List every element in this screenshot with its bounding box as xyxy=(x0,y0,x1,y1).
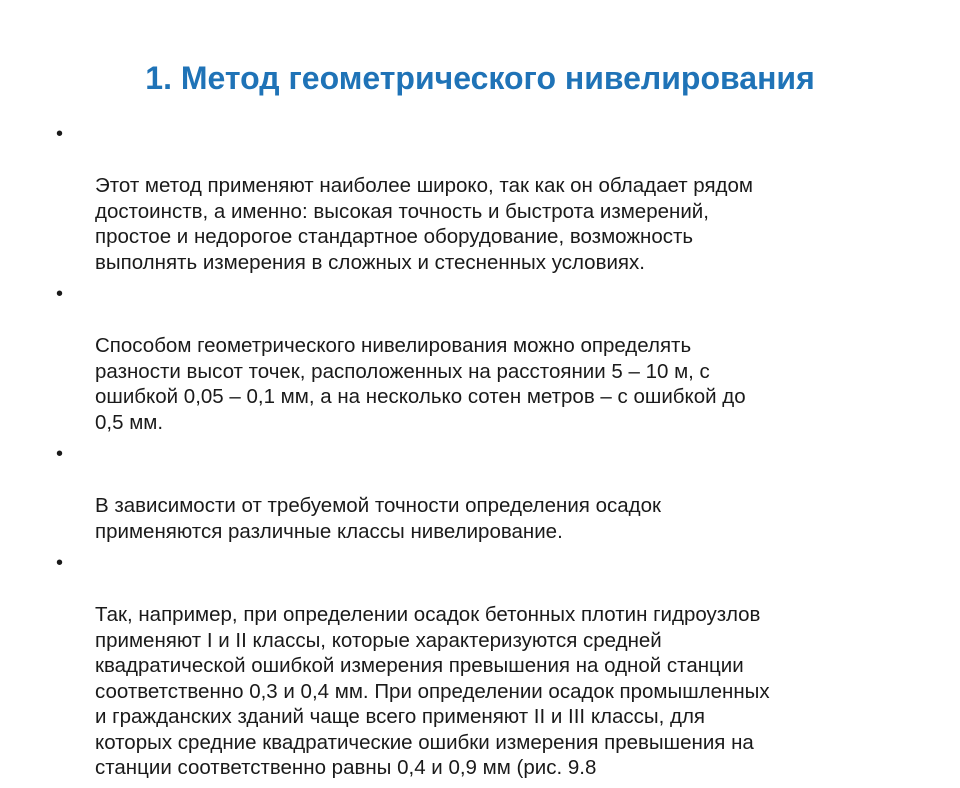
bullet-icon: • xyxy=(56,283,64,305)
bullet-item-3 xyxy=(56,442,912,544)
bullet-list xyxy=(56,122,912,788)
bullet-icon: • xyxy=(56,443,64,465)
slide-title: 1. Метод геометрического нивелирования xyxy=(145,60,815,96)
bullet-text-4: Так, например, при определении осадок бетонных плотин гидроузлов применяют I и II классы, которые характеризуются средней квадратической ошибкой измерения превышения на одной станции соответственно 0,3 и 0,4 мм. При определении осадок промышленных и гражданских зданий чаще всего применяют II и III классы, для которых средние квадратические ошибки измерения превышения на станции соответственно равны 0,4 и 0,9 мм (рис. 9.8 xyxy=(95,603,770,779)
bullet-icon: • xyxy=(56,552,64,574)
bullet-item-1 xyxy=(56,122,912,275)
bullet-text-1: Этот метод применяют наиболее широко, так как он обладает рядом достоинств, а именно: высокая точность и быстрота измерений, простое и недорогое стандартное оборудование, возможность выполнять измерения в сложных и стесненных условиях. xyxy=(95,174,754,274)
bullet-icon: • xyxy=(56,123,64,145)
bullet-item-4 xyxy=(56,551,912,781)
bullet-text-3: В зависимости от требуемой точности определения осадок применяются различные классы нивелирование. xyxy=(95,494,661,543)
bullet-text-2: Способом геометрического нивелирования можно определять разности высот точек, расположенных на расстоянии 5 – 10 м, с ошибкой 0,05 – 0,1 мм, а на несколько сотен метров – с ошибкой до 0,5 мм. xyxy=(95,334,746,434)
bullet-item-2 xyxy=(56,282,912,435)
